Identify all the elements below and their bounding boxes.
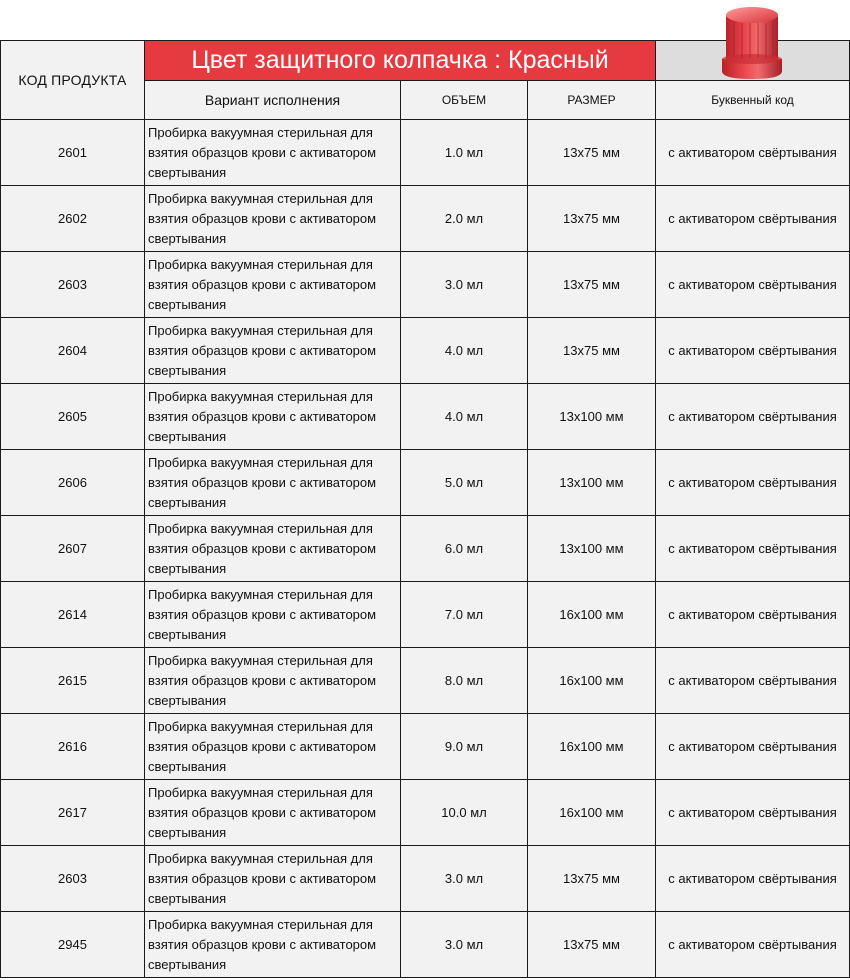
size-cell: 13х75 мм: [528, 252, 656, 318]
table-row: [1, 318, 850, 384]
table-row: [1, 846, 850, 912]
product-table-sheet: [0, 40, 849, 978]
size-cell: 13х100 мм: [528, 384, 656, 450]
table-row: [1, 912, 850, 978]
letter-code-cell: с активатором свёртывания: [656, 120, 850, 186]
table-row: [1, 450, 850, 516]
size-cell: 13х100 мм: [528, 516, 656, 582]
variant-cell: Пробирка вакуумная стерильная для взятия образцов крови с активатором свертывания: [145, 780, 401, 846]
letter-code-cell: с активатором свёртывания: [656, 450, 850, 516]
letter-code-cell: с активатором свёртывания: [656, 318, 850, 384]
table-row: [1, 120, 850, 186]
variant-cell: Пробирка вакуумная стерильная для взятия образцов крови с активатором свертывания: [145, 516, 401, 582]
size-cell: 16х100 мм: [528, 714, 656, 780]
product-code-cell: 2603: [1, 846, 145, 912]
volume-cell: 6.0 мл: [401, 516, 528, 582]
variant-cell: Пробирка вакуумная стерильная для взятия образцов крови с активатором свертывания: [145, 582, 401, 648]
variant-cell: Пробирка вакуумная стерильная для взятия образцов крови с активатором свертывания: [145, 714, 401, 780]
cap-image-cell: [656, 41, 850, 81]
volume-cell: 8.0 мл: [401, 648, 528, 714]
product-table: [0, 40, 850, 978]
variant-cell: Пробирка вакуумная стерильная для взятия образцов крови с активатором свертывания: [145, 252, 401, 318]
product-code-cell: 2617: [1, 780, 145, 846]
size-cell: 13х75 мм: [528, 120, 656, 186]
letter-code-cell: с активатором свёртывания: [656, 252, 850, 318]
size-cell: 13х75 мм: [528, 846, 656, 912]
table-row: [1, 516, 850, 582]
table-row: [1, 780, 850, 846]
variant-cell: Пробирка вакуумная стерильная для взятия образцов крови с активатором свертывания: [145, 648, 401, 714]
product-code-cell: 2605: [1, 384, 145, 450]
table-row: [1, 384, 850, 450]
variant-cell: Пробирка вакуумная стерильная для взятия образцов крови с активатором свертывания: [145, 846, 401, 912]
variant-column-header: Вариант исполнения: [145, 80, 401, 120]
product-code-cell: 2606: [1, 450, 145, 516]
letter-code-cell: с активатором свёртывания: [656, 516, 850, 582]
table-row: [1, 714, 850, 780]
letter-code-cell: с активатором свёртывания: [656, 186, 850, 252]
product-code-header: КОД ПРОДУКТА: [1, 41, 145, 120]
product-code-cell: 2604: [1, 318, 145, 384]
red-cap-icon: [712, 1, 792, 83]
volume-cell: 3.0 мл: [401, 252, 528, 318]
variant-cell: Пробирка вакуумная стерильная для взятия образцов крови с активатором свертывания: [145, 120, 401, 186]
letter-code-cell: с активатором свёртывания: [656, 846, 850, 912]
volume-cell: 5.0 мл: [401, 450, 528, 516]
volume-cell: 4.0 мл: [401, 318, 528, 384]
letter-code-column-header: Буквенный код: [656, 80, 850, 120]
product-code-cell: 2616: [1, 714, 145, 780]
volume-cell: 4.0 мл: [401, 384, 528, 450]
variant-cell: Пробирка вакуумная стерильная для взятия образцов крови с активатором свертывания: [145, 912, 401, 978]
table-row: [1, 252, 850, 318]
letter-code-cell: с активатором свёртывания: [656, 648, 850, 714]
volume-column-header: ОБЪЕМ: [401, 80, 528, 120]
size-cell: 16х100 мм: [528, 648, 656, 714]
product-code-cell: 2602: [1, 186, 145, 252]
product-code-cell: 2601: [1, 120, 145, 186]
size-cell: 16х100 мм: [528, 780, 656, 846]
volume-cell: 10.0 мл: [401, 780, 528, 846]
letter-code-cell: с активатором свёртывания: [656, 912, 850, 978]
size-cell: 13х75 мм: [528, 912, 656, 978]
size-cell: 13х75 мм: [528, 318, 656, 384]
volume-cell: 3.0 мл: [401, 912, 528, 978]
volume-cell: 3.0 мл: [401, 846, 528, 912]
variant-cell: Пробирка вакуумная стерильная для взятия образцов крови с активатором свертывания: [145, 318, 401, 384]
product-code-cell: 2607: [1, 516, 145, 582]
volume-cell: 7.0 мл: [401, 582, 528, 648]
letter-code-cell: с активатором свёртывания: [656, 384, 850, 450]
cap-color-title: Цвет защитного колпачка : Красный: [145, 41, 656, 81]
product-code-cell: 2603: [1, 252, 145, 318]
product-code-cell: 2945: [1, 912, 145, 978]
table-row: [1, 186, 850, 252]
letter-code-cell: с активатором свёртывания: [656, 780, 850, 846]
variant-cell: Пробирка вакуумная стерильная для взятия образцов крови с активатором свертывания: [145, 384, 401, 450]
letter-code-cell: с активатором свёртывания: [656, 714, 850, 780]
volume-cell: 9.0 мл: [401, 714, 528, 780]
table-row: [1, 648, 850, 714]
size-cell: 13х75 мм: [528, 186, 656, 252]
product-code-cell: 2614: [1, 582, 145, 648]
variant-cell: Пробирка вакуумная стерильная для взятия образцов крови с активатором свертывания: [145, 450, 401, 516]
table-row: [1, 582, 850, 648]
letter-code-cell: с активатором свёртывания: [656, 582, 850, 648]
size-column-header: РАЗМЕР: [528, 80, 656, 120]
volume-cell: 2.0 мл: [401, 186, 528, 252]
variant-cell: Пробирка вакуумная стерильная для взятия образцов крови с активатором свертывания: [145, 186, 401, 252]
volume-cell: 1.0 мл: [401, 120, 528, 186]
product-code-cell: 2615: [1, 648, 145, 714]
size-cell: 16х100 мм: [528, 582, 656, 648]
size-cell: 13х100 мм: [528, 450, 656, 516]
